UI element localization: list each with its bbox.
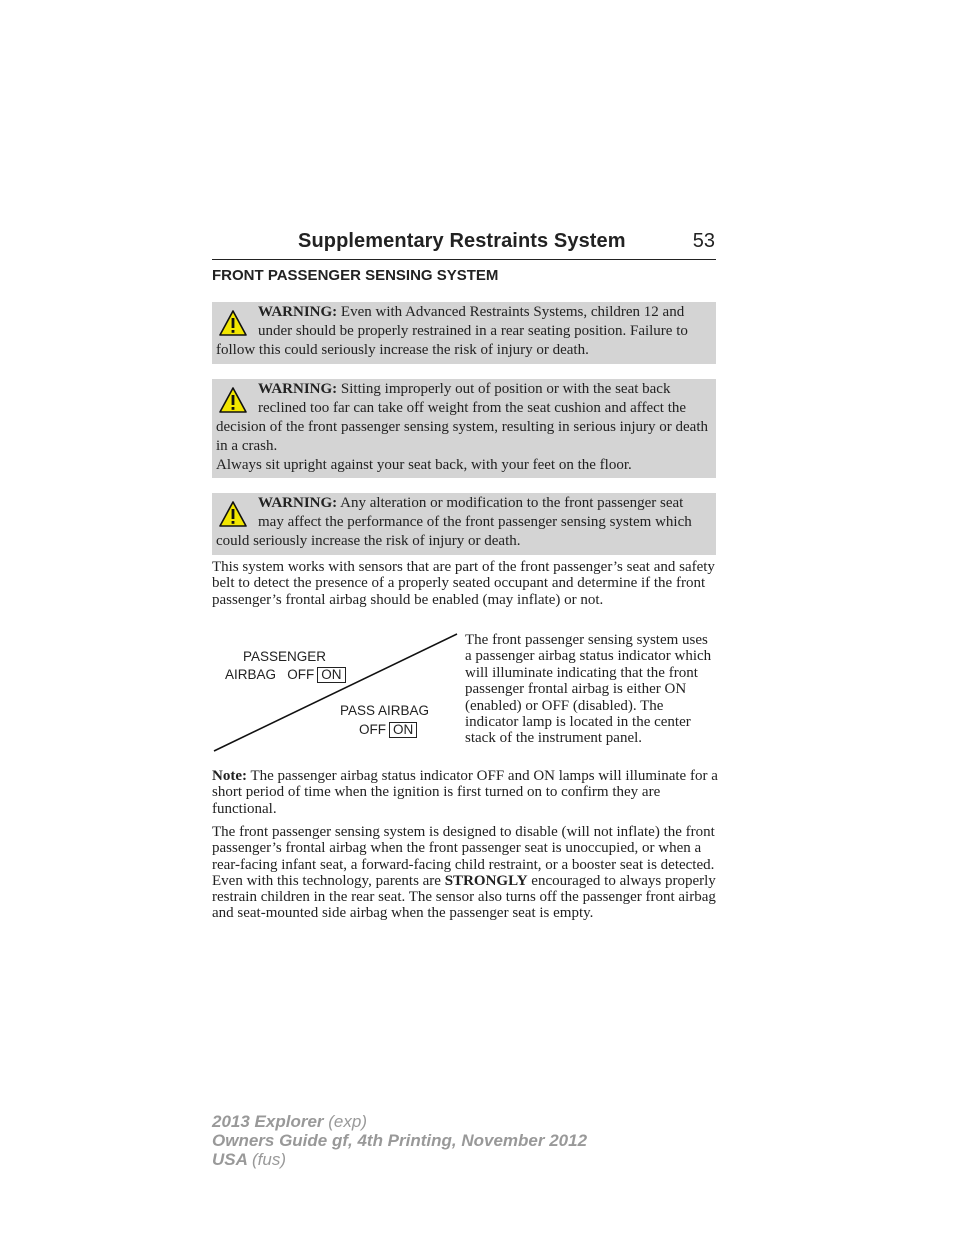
sensing-paragraph	[212, 824, 718, 922]
warning-text-2-extra: Always sit upright against your seat back, with your feet on the floor.	[216, 457, 632, 473]
indicator-description: The front passenger sensing system uses a passenger airbag status indicator which will illuminate indicating that the front passenger frontal airbag is either ON (enabled) or OFF (disabled). The indicator lamp is located in the center stack of the instrument panel.	[465, 632, 712, 747]
footer-line-1	[212, 1112, 587, 1131]
page-header	[212, 228, 716, 260]
diagram-lower-label-1: PASS AIRBAG	[340, 703, 430, 718]
note-body: The passenger airbag status indicator OFF and ON lamps will illuminate for a short period of time when the ignition is first turned on to confirm they are functional.	[212, 768, 718, 817]
lower-off-label: OFF	[359, 722, 386, 737]
airbag-indicator-diagram	[212, 632, 460, 754]
upper-off-label: AIRBAG OFF	[225, 667, 315, 682]
warning-label: WARNING:	[258, 495, 338, 511]
warning-label: WARNING:	[258, 381, 338, 397]
sensing-text-strong: STRONGLY	[444, 872, 528, 889]
footer-line-3	[212, 1150, 587, 1169]
lower-on-box: ON	[389, 722, 417, 738]
warning-box-2	[212, 379, 716, 478]
diagram-lower-label-2	[359, 722, 417, 738]
warning-text-3	[216, 494, 710, 551]
warning-triangle-icon	[218, 309, 248, 341]
upper-on-box: ON	[317, 667, 345, 683]
intro-paragraph: This system works with sensors that are part of the front passenger’s seat and safety belt to detect the presence of a properly seated occupant and determine if the front passenger’s frontal airbag should be enabled (may inflate) or not.	[212, 559, 715, 608]
diagram-upper-label-1: PASSENGER	[243, 649, 327, 664]
section-heading: FRONT PASSENGER SENSING SYSTEM	[212, 267, 499, 284]
sensing-text-before: The front passenger sensing system is designed to disable (will not inflate) the front passenger’s frontal airbag when the front passenger seat is unoccupied, or when a rear-facing infant seat, a forward-facing child restraint, or a booster seat is detected. Even with this technology, parents are	[212, 824, 715, 889]
warning-box-3	[212, 493, 716, 555]
warning-box-1	[212, 302, 716, 364]
footer-line-2: Owners Guide gf, 4th Printing, November 2012	[212, 1131, 588, 1150]
sensing-text-after: encouraged to always properly restrain children in the rear seat. The sensor also turns off the passenger front airbag and seat-mounted side airbag when the passenger seat is empty.	[212, 872, 716, 922]
header-title: Supplementary Restraints System	[298, 230, 626, 252]
warning-triangle-icon	[218, 386, 248, 418]
footer-market: USA	[212, 1150, 248, 1169]
warning-body: Sitting improperly out of position or with the seat back reclined too far can take off weight from the seat cushion and affect the decision of the front passenger sensing system, resulting in serious injury or death in a crash.	[216, 381, 708, 454]
warning-body: Even with Advanced Restraints Systems, children 12 and under should be properly restrained in a rear seating position. Failure to follow this could seriously increase the risk of injury or death.	[216, 304, 688, 358]
footer-market-code: (fus)	[252, 1150, 286, 1169]
warning-triangle-icon	[218, 500, 248, 532]
warning-body: Any alteration or modification to the front passenger seat may affect the performance of the front passenger sensing system which could seriously increase the risk of injury or death.	[216, 495, 692, 549]
warning-text-2	[216, 380, 710, 456]
page-footer	[212, 1112, 587, 1169]
warning-label: WARNING:	[258, 304, 338, 320]
note-paragraph	[212, 768, 718, 817]
diagram-upper-label-2	[225, 667, 346, 683]
warning-text-1	[216, 303, 710, 360]
note-label: Note:	[212, 768, 247, 784]
page-number: 53	[692, 230, 715, 252]
footer-model-code: (exp)	[328, 1112, 367, 1131]
footer-model: 2013 Explorer	[212, 1112, 324, 1131]
